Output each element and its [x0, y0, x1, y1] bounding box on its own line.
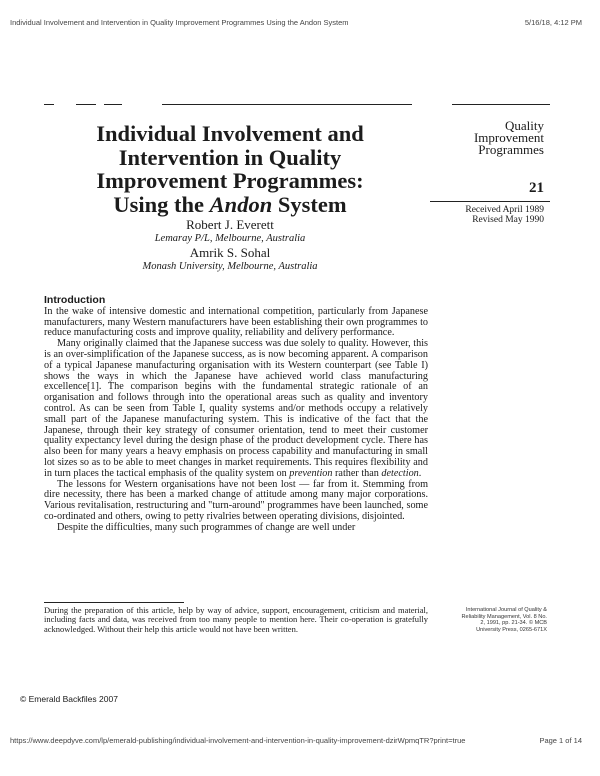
- citation-line: Reliability Management, Vol. 8 No.: [461, 613, 547, 620]
- emphasis: prevention: [289, 467, 333, 479]
- paragraph: [44, 339, 428, 479]
- page-url: https://www.deepdyve.com/lp/emerald-publishing/individual-involvement-and-intervention-in-quality-improvement-dzirWpmqTR?print=true: [10, 736, 466, 745]
- page-number: 21: [529, 180, 544, 196]
- sidebar-rule: [430, 201, 550, 202]
- paragraph: Despite the difficulties, many such programmes of change are well under: [57, 521, 356, 533]
- author-affiliation: Lemaray P/L, Melbourne, Australia: [154, 233, 306, 244]
- title-line: Intervention in Quality: [118, 144, 342, 170]
- title-line: Improvement Programmes:: [96, 168, 364, 193]
- emphasis: detection: [381, 467, 419, 479]
- citation-line: University Press, 0265-671X: [476, 626, 547, 633]
- journal-citation: [452, 607, 547, 633]
- article-body: [44, 295, 428, 534]
- title-text: Using the: [113, 191, 210, 217]
- paragraph-text: rather than: [332, 467, 382, 479]
- top-rule-segment: [104, 104, 122, 105]
- journal-section: [430, 120, 544, 156]
- page-counter: Page 1 of 14: [539, 736, 582, 745]
- section-line: Quality: [505, 118, 544, 133]
- section-line: Programmes: [478, 142, 544, 157]
- copyright-notice: © Emerald Backfiles 2007: [20, 694, 118, 704]
- revised-date: Revised May 1990: [472, 215, 544, 225]
- title-line: [40, 193, 420, 217]
- citation-line: International Journal of Quality &: [465, 607, 547, 613]
- top-rule-segment: [76, 104, 96, 105]
- dates: [430, 205, 544, 225]
- title-italic: Andon: [209, 191, 273, 217]
- browser-datetime: 5/16/18, 4:12 PM: [524, 18, 582, 27]
- top-rule: [162, 104, 412, 105]
- citation-line: 2, 1991, pp. 21-34. © MCB: [480, 620, 547, 627]
- title-line: Individual Involvement and: [96, 121, 364, 146]
- section-line: Improvement: [473, 130, 544, 145]
- author-name: Amrik S. Sohal: [189, 245, 271, 260]
- footnote: During the preparation of this article, help by way of advice, support, encouragement, criticism and material, including facts and data, was received from too many people to mention here. Their co-operation is gratefully acknowledged. Without their help this article would not have been written.: [44, 605, 428, 634]
- paragraph-text: .: [418, 467, 422, 479]
- top-rule-segment: [44, 104, 54, 105]
- browser-doc-title: Individual Involvement and Intervention in Quality Improvement Programmes Using the Andon System: [10, 18, 349, 27]
- paragraph: In the wake of intensive domestic and international competition, particularly from Japanese manufacturers, many Western manufacturers have been establishing their own programmes to reduce manufacturing costs and improve quality, reliability and delivery performance.: [44, 305, 428, 339]
- section-heading: Introduction: [44, 294, 106, 306]
- author-name: Robert J. Everett: [186, 217, 274, 232]
- author-affiliation: Monash University, Melbourne, Australia: [142, 261, 318, 272]
- paragraph: The lessons for Western organisations have not been lost — far from it. Stemming from dire necessity, there has been a marked change of attitude among many major corporations. Various revitalisation, restructuring and "turn-around" programmes have been launched, some co-ordinated and others, owing to petty rivalries between operating divisions, disjointed.: [44, 478, 428, 522]
- paragraph-text: Many originally claimed that the Japanese success was due solely to quality. However, this is an over-simplification of the Japanese success, as is now becoming apparent. A comparison of a typical Japanese manufacturing organisation with its Western counterpart (see Table I) shows the ways in which the Japanese have achieved world class manufacturing excellence[1]. The comparison begins with the fundamental strategic rationale of an organisation and follows through into the operational areas such as quality and inventory control. As can be seen from Table I, quality systems and/or methods occupy a relatively small part of the Japanese manufacturing system. This is indicative of the fact that the Japanese, through their key strategy of consumer orientation, tend to meet their customer quality expectancy level during the design phase of the product development cycle. There has also been for many years a heavy emphasis on process capability and manufacturing in small lot sizes so as to be able to meet changes in market requirements. This requires flexibility and in turn places the tactical emphasis of the quality system on: [44, 338, 428, 479]
- received-date: Received April 1989: [465, 205, 544, 215]
- footnote-rule: [44, 602, 184, 603]
- title-text: System: [272, 191, 347, 217]
- article-title: [40, 122, 420, 216]
- sidebar-top-rule: [452, 104, 550, 105]
